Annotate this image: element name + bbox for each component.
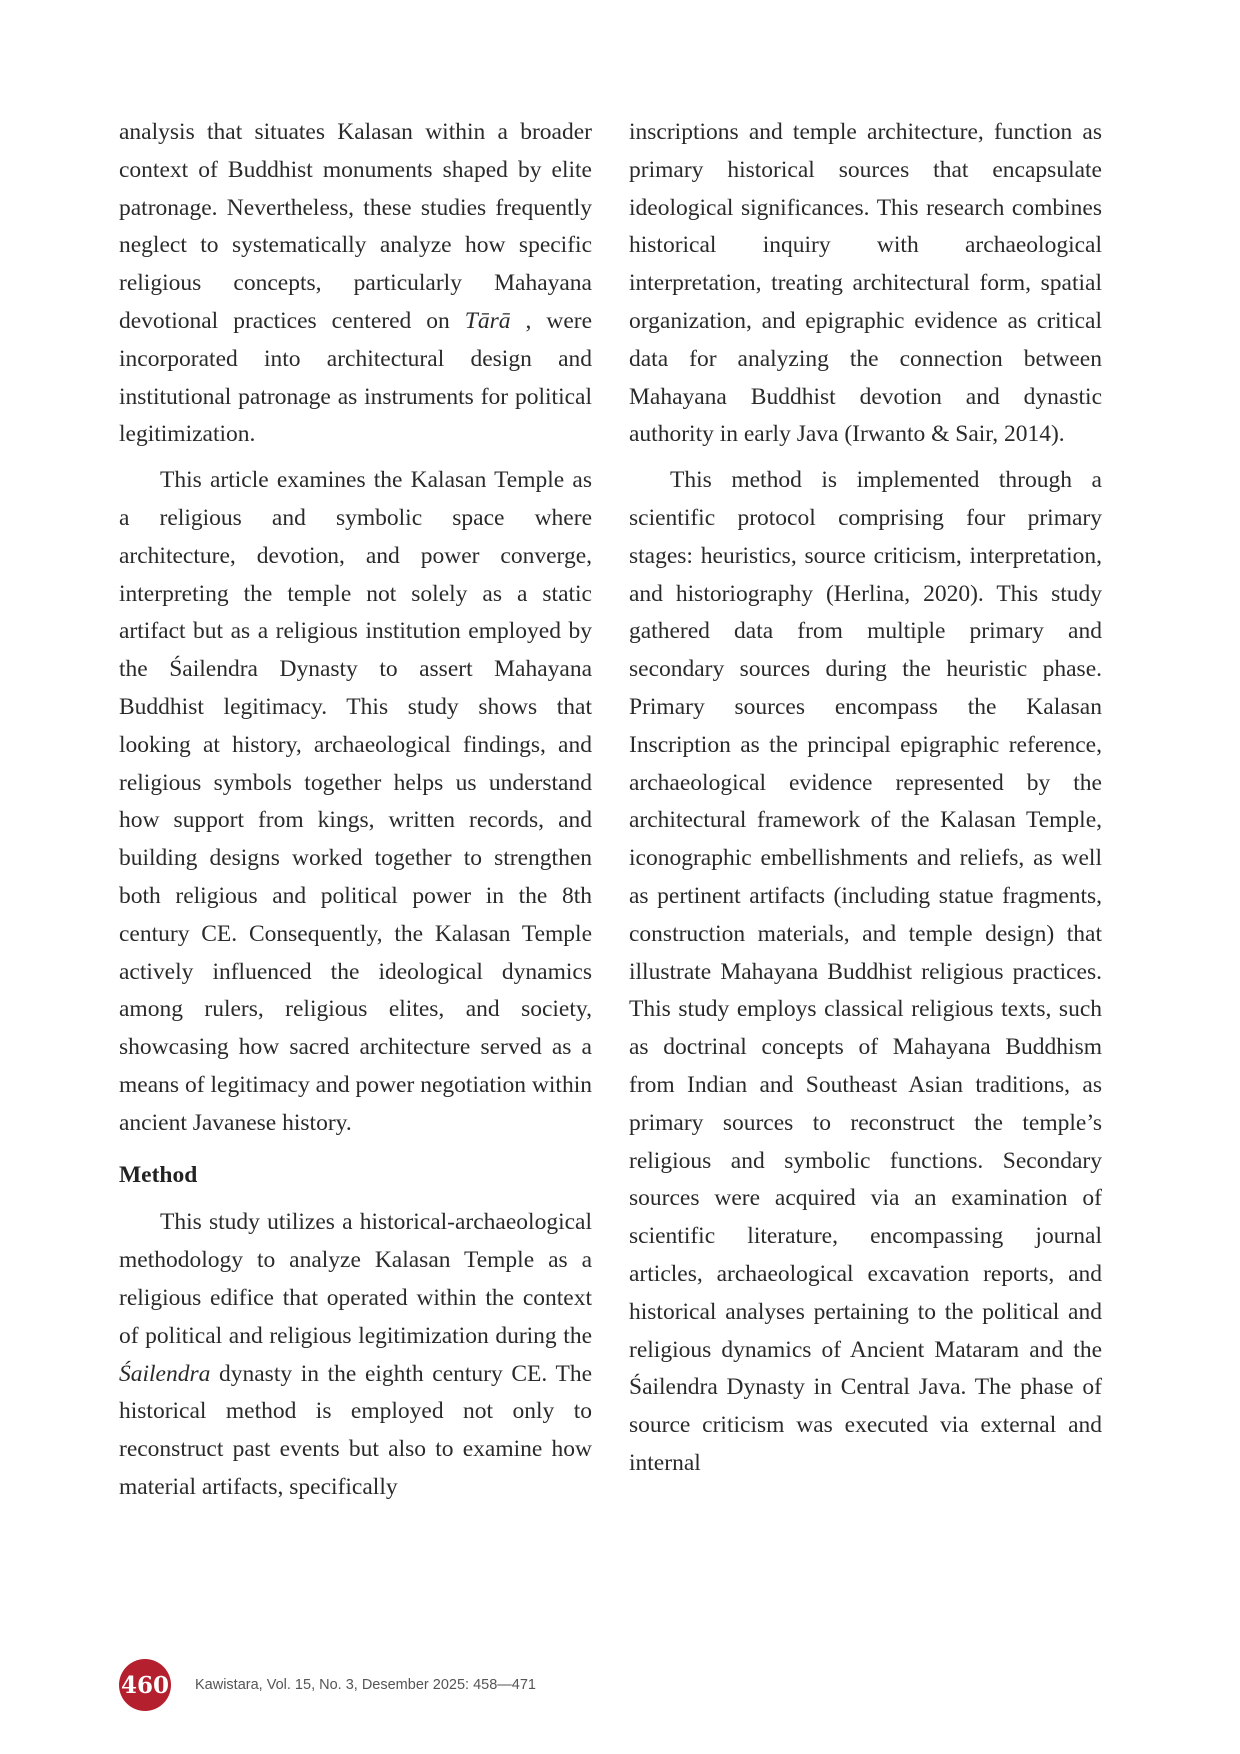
paragraph-text: dynasty in the eighth century CE. The historical method is employed not only to reconstruct past events but also to examine how material artifacts, specifically (119, 1360, 592, 1500)
paragraph-text: This study utilizes a historical-archaeological methodology to analyze Kalasan Temple as a religious edifice that operated within the context of political and religious legitimization during the (119, 1209, 592, 1349)
italic-term-tara: Tārā (464, 307, 511, 334)
left-column (119, 114, 592, 1515)
paragraph-text: , were incorporated into architectural design and institutional patronage as instruments for political legitimization. (119, 307, 593, 448)
right-column (629, 114, 1102, 1491)
section-heading-method: Method (119, 1161, 198, 1188)
paragraph-article-aim: This article examines the Kalasan Temple as a religious and symbolic space where architecture, devotion, and power converge, interpreting the temple not solely as a static artifact but as a religious institution employed by the Śailendra Dynasty to assert Mahayana Buddhist legitimacy. This study shows that looking at history, archaeological findings, and religious symbols together helps us understand how support from kings, written records, and building designs worked together to strengthen both religious and political power in the 8th century CE. Consequently, the Kalasan Temple actively influenced the ideological dynamics among rulers, religious elites, and society, showcasing how sacred architecture served as a means of legitimacy and power negotiation within ancient Javanese history. (119, 467, 592, 1136)
paragraph-method-continuation: inscriptions and temple architecture, function as primary historical sources that encapsulate ideological significances. This research combines historical inquiry with archaeological interpretation, treating architectural form, spatial organization, and epigraphic evidence as critical data for analyzing the connection between Mahayana Buddhist devotion and dynastic authority in early Java (Irwanto & Sair, 2014). (629, 119, 1102, 448)
page-footer (119, 1660, 536, 1710)
page-number-badge: 460 (119, 1659, 171, 1711)
paragraph-method-intro (119, 1204, 592, 1506)
italic-term-sailendra: Śailendra (119, 1360, 211, 1387)
paragraph-text: analysis that situates Kalasan within a broader context of Buddhist monuments shaped by elite patronage. Nevertheless, these studies frequently neglect to systematically analyze how specific religious concepts, particularly Mahayana devotional practices centered on (119, 119, 592, 334)
paragraph-method-stages: This method is implemented through a scientific protocol comprising four primary stages: heuristics, source criticism, interpretation, and historiography (Herlina, 2020). This study gathered data from multiple primary and secondary sources during the heuristic phase. Primary sources encompass the Kalasan Inscription as the principal epigraphic reference, archaeological evidence represented by the architectural framework of the Kalasan Temple, iconographic embellishments and reliefs, as well as pertinent artifacts (including statue fragments, construction materials, and temple design) that illustrate Mahayana Buddhist religious practices. This study employs classical religious texts, such as doctrinal concepts of Mahayana Buddhism from Indian and Southeast Asian traditions, as primary sources to reconstruct the temple’s religious and symbolic functions. Secondary sources were acquired via an examination of scientific literature, encompassing journal articles, archaeological excavation reports, and historical analyses pertaining to the political and religious dynamics of Ancient Mataram and the Śailendra Dynasty in Central Java. The phase of source criticism was executed via external and internal (629, 467, 1102, 1476)
paragraph-intro-continuation (119, 114, 592, 454)
journal-citation: Kawistara, Vol. 15, No. 3, Desember 2025: 458—471 (195, 1677, 536, 1693)
